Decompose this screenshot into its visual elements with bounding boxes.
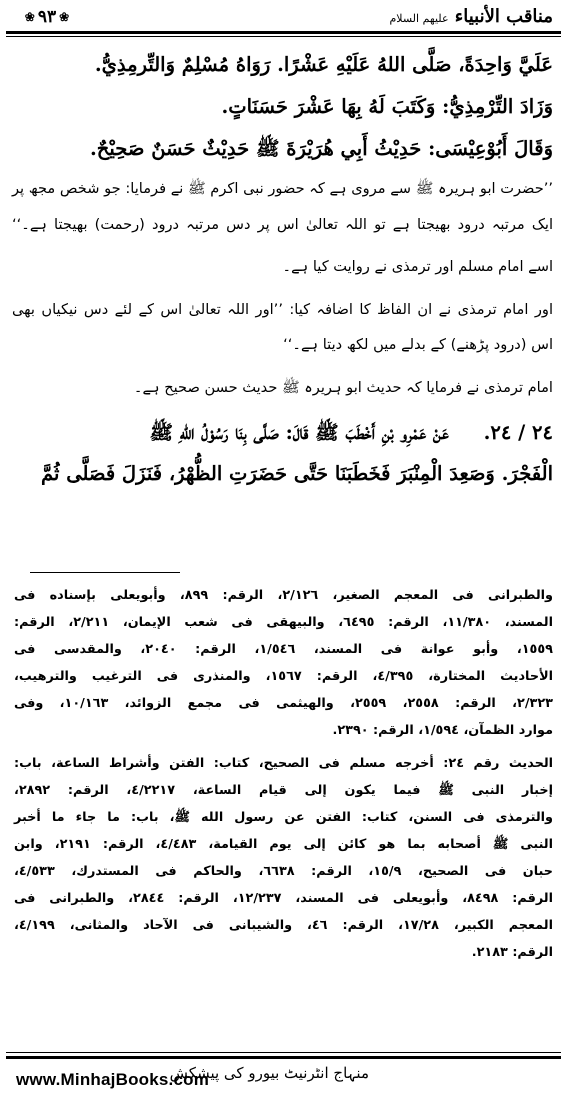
running-title-suffix: علیهم السلام <box>389 12 449 25</box>
running-title: مناقب الأنبياء علیهم السلام <box>389 6 553 27</box>
footer-website-link[interactable]: www.MinhajBooks.com <box>16 1070 210 1089</box>
ornament-right-icon: ❀ <box>59 10 70 24</box>
footer-publisher: منہاج انٹرنیٹ بیورو کی پیشکش <box>169 1064 369 1082</box>
footnote-line: الرقم: ٨٤٩٨، وأبويعلى فی المسند، ١٢/٢٣٧، الرقم: ٢٨٤٤، والطبرانی فی <box>14 891 553 906</box>
footnote-line: الرقم: ٢١٨٣. <box>471 945 553 960</box>
footnote-line: الأحاديث المختارة، ٤/٣٩٥، الرقم: ١٥٦٧، والمنذری فی الترغيب والترهيب، <box>14 669 553 684</box>
arabic-line-1: عَلَيَّ وَاحِدَةً، صَلَّى اللهُ عَلَيْهِ عَشْرًا. رَوَاهُ مُسْلِمٌ وَالتِّرمِذِيُّ. <box>94 53 553 76</box>
hadith-line-2: الْفَجْرَ. وَصَعِدَ الْمِنْبَرَ فَخَطَبَنَا حَتَّى حَضَرَتِ الظُّهْرُ، فَنَزَلَ فَصَلَّى ثُمَّ <box>41 462 553 485</box>
footer-rule-thick <box>6 1056 561 1059</box>
urdu-line-5: اس (درود پڑھنے) کے بدلے میں لکھ دیتا ہے۔‘‘ <box>283 336 553 353</box>
urdu-line-4: اور امام ترمذی نے ان الفاظ کا اضافہ کیا: ’’اور اللہ تعالیٰ اس کے لئے دس نیکیاں بھی <box>12 301 553 318</box>
page-number: ٩٣ <box>37 7 57 27</box>
urdu-line-3: اسے امام مسلم اور ترمذی نے روایت کیا ہے۔ <box>282 258 553 275</box>
urdu-line-6: امام ترمذی نے فرمایا کہ حدیث ابو ہریرہ ﷺ حدیث حسن صحیح ہے۔ <box>133 379 553 396</box>
hadith-line-1 <box>12 418 553 448</box>
footer-rule-thin <box>6 1052 561 1053</box>
ornament-left-icon: ❀ <box>24 10 35 24</box>
footnote-separator <box>30 572 180 573</box>
footnote-line: المسند، ١١/٣٨٠، الرقم: ٦٤٩٥، والبيهقی فی شعب الإيمان، ٢/٢١١، الرقم: <box>14 615 553 630</box>
footnote-line: موارد الظمآن، ١/٥٩٤، الرقم: ٢٣٩٠. <box>332 723 553 738</box>
footnote-line: ٢/٣٢٣، الرقم: ٢٥٥٨، ٢٥٥٩، والهيثمی فی مجمع الزوائد، ١٠/١٦٣، وفی <box>14 696 553 711</box>
footnote-line: والترمذی فی السنن، كتاب: الفتن عن رسول الله ﷺ، باب: ما جاء ما أخبر <box>14 810 553 825</box>
page-header <box>8 4 559 30</box>
footnote-line: المعجم الكبير، ١٧/٢٨، الرقم: ٤٦، والشيبانی فی الآحاد والمثانی، ٤/١٩٩، <box>14 918 553 933</box>
urdu-line-1: ’’حضرت ابو ہریرہ ﷺ سے مروی ہے کہ حضور نبی اکرم ﷺ نے فرمایا: جو شخص مجھ پر <box>12 180 553 197</box>
hadith-text-1: عَنْ عَمْرِو بْنِ أَخْطَبَ ﷺ قَالَ: صَلَّى بِنَا رَسُوْلُ اللهِ ﷺ <box>149 421 449 444</box>
footnote-line: والطبرانی فی المعجم الصغير، ٢/١٢٦، الرقم: ٨٩٩، وأبويعلى بإسناده فی <box>14 588 553 603</box>
footnote-line: ١٥٥٩، وأبو عوانة فی المسند، ١/٥٤٦، الرقم: ٢٠٤٠، والمقدسی فی <box>14 642 553 657</box>
header-rule-thick <box>6 31 561 34</box>
footnote-line: إخبار النبی ﷺ فيما يكون إلى قيام الساعة، ٤/٢٢١٧، الرقم: ٢٨٩٢، <box>14 783 553 798</box>
hadith-number: ٢٤ / ٢٤. <box>483 421 553 444</box>
arabic-line-2: وَزَادَ التِّرْمِذِيُّ: وَكَتَبَ لَهُ بِهَا عَشْرَ حَسَنَاتٍ. <box>221 95 553 118</box>
header-rule-thin <box>6 36 561 37</box>
footnote-line: حبان فی الصحيح، ١٥/٩، الرقم: ٦٦٣٨، والحاكم فی المستدرك، ٤/٥٣٣، <box>14 864 553 879</box>
footnote-line: النبی ﷺ أصحابه بما هو كائن إلى يوم القيامة، ٤/٤٨٣، الرقم: ٢١٩١، وابن <box>14 837 553 852</box>
page-number-box <box>8 4 86 30</box>
arabic-line-3: وَقَالَ أَبُوْعِيْسَى: حَدِيْثُ أَبِي هُرَيْرَةَ ﷺ حَدِيْثٌ حَسَنٌ صَحِيْحٌ. <box>90 137 553 160</box>
footnote-line: الحديث رقم ٢٤: أخرجه مسلم فی الصحيح، كتاب: الفتن وأشراط الساعة، باب: <box>14 756 554 771</box>
urdu-line-2: ایک مرتبہ درود بھیجتا ہے تو اللہ تعالیٰ اس پر دس مرتبہ درود (رحمت) بھیجتا ہے۔‘‘ <box>12 216 553 233</box>
